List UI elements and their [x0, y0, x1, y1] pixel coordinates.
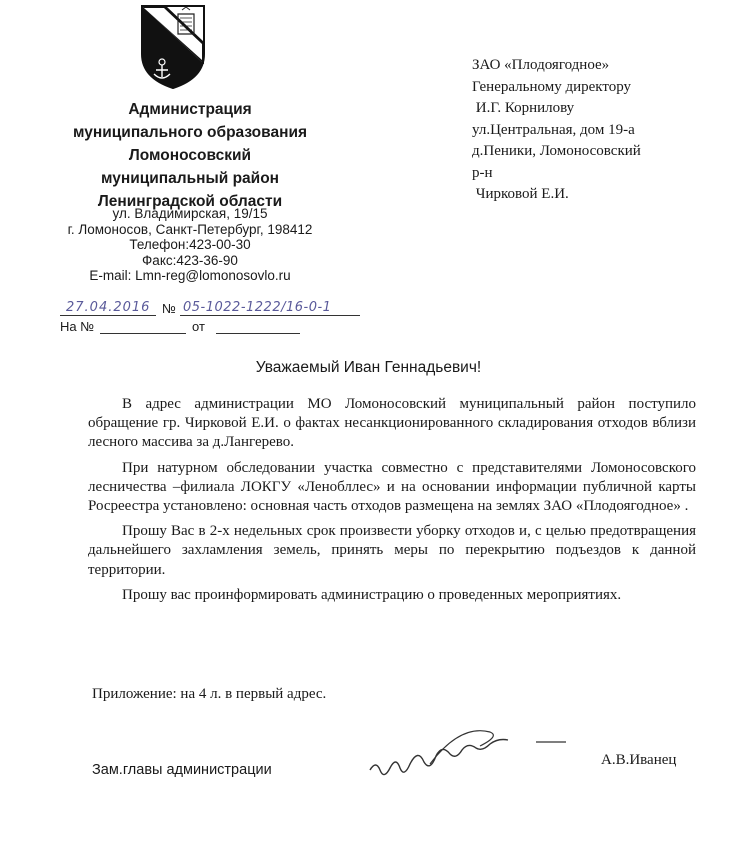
attachment-note: Приложение: на 4 л. в первый адрес. — [92, 686, 327, 702]
from-label: от — [192, 319, 205, 334]
recipient-line: Генеральному директору — [472, 78, 632, 95]
recipient-block — [472, 55, 732, 206]
sender-organization — [30, 98, 350, 213]
signer-name: А.В.Иванец — [601, 752, 677, 768]
sender-email: E-mail: Lmn-reg@lomonosovlo.ru — [89, 268, 291, 284]
sender-fax: Факс:423-36-90 — [142, 252, 238, 268]
sender-org-line: муниципального образования — [72, 124, 308, 141]
recipient-line: р-н — [472, 164, 493, 181]
sender-org-line: Ломоносовский — [128, 147, 252, 164]
reference-label: На № — [60, 319, 95, 334]
outgoing-reference — [60, 300, 360, 336]
recipient-line: д.Пеники, Ломоносовский — [472, 143, 641, 159]
number-label: № — [162, 301, 176, 316]
sender-address-city: г. Ломоносов, Санкт-Петербург, 198412 — [67, 221, 313, 237]
body-paragraph: В адрес администрации МО Ломоносовский муниципальный район поступило обращение гр. Чирковой Е.И. о фактах несанкционированного складирования отходов вблизи лесного массива за д.Лангерево. — [88, 396, 696, 451]
signer-position: Зам.главы администрации — [92, 762, 272, 778]
handwritten-signature-icon — [360, 724, 580, 794]
recipient-line: Чирковой Е.И. — [472, 186, 569, 202]
body-paragraph: Прошу вас проинформировать администрацию о проведенных мероприятиях. — [122, 586, 622, 603]
date-underline — [60, 315, 156, 316]
number-underline — [180, 315, 360, 316]
sender-phone: Телефон:423-00-30 — [129, 237, 251, 253]
greeting: Уважаемый Иван Геннадьевич! — [255, 359, 482, 376]
coat-of-arms-icon — [138, 4, 208, 90]
body-paragraph: Прошу Вас в 2-х недельных срок произвести уборку отходов и, с целью предотвращения дальнейшего захламления земель, принять меры по перекрытию подъездов к данной территории. — [88, 523, 696, 578]
outgoing-date: 27.04.2016 — [66, 300, 151, 315]
recipient-line: ул.Центральная, дом 19-а — [472, 121, 635, 138]
body-paragraph: При натурном обследовании участка совместно с представителями Ломоносовского лесничества –филиала ЛОКГУ «Ленобллес» и на основании информации публичной карты Росреестра установлено: основная часть отходов размещена на землях ЗАО «Плодоягодное» . — [88, 459, 696, 515]
sender-org-line: Ленинградской области — [97, 193, 283, 210]
recipient-line: И.Г. Корнилову — [472, 100, 575, 116]
sender-contacts — [30, 206, 350, 284]
outgoing-number: 05-1022-1222/16-0-1 — [183, 300, 332, 315]
sender-org-line: муниципальный район — [100, 170, 280, 187]
sender-address-street: ул. Владимирская, 19/15 — [112, 206, 268, 221]
reference-underline — [100, 333, 186, 334]
sender-org-line: Администрация — [128, 101, 252, 118]
recipient-line: ЗАО «Плодоягодное» — [472, 57, 610, 73]
from-underline — [216, 333, 300, 334]
letter-body — [88, 395, 696, 611]
